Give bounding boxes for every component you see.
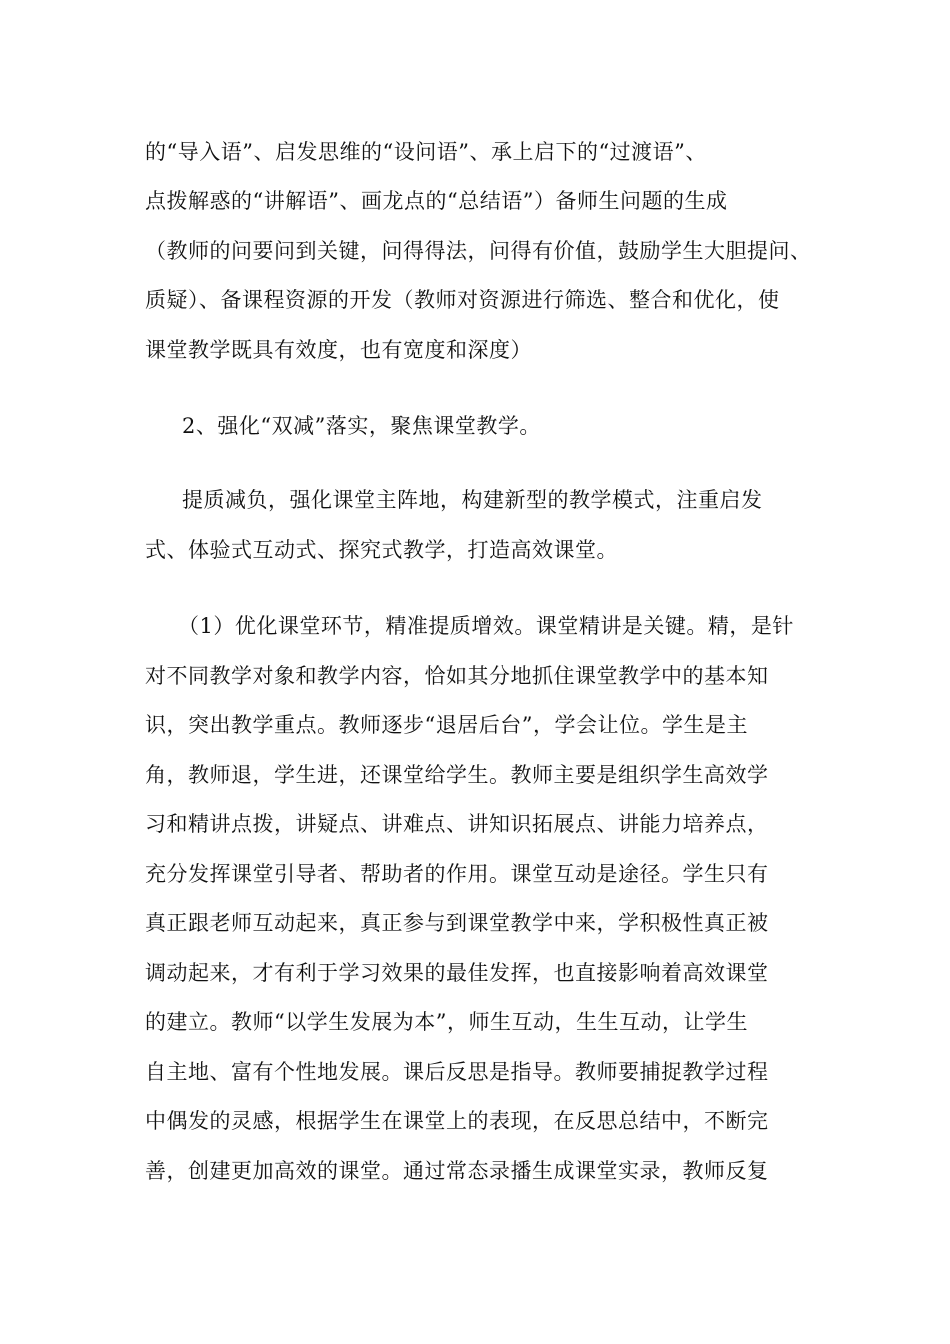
- section-heading-2: 2、强化“双减”落实，聚焦课堂教学。: [182, 414, 541, 438]
- para3-line-10: 自主地、富有个性地发展。课后反思是指导。教师要捕捉教学过程: [145, 1060, 769, 1084]
- para2-line-2: 式、体验式互动式、探究式教学，打造高效课堂。: [145, 538, 618, 562]
- para3-line-2: 对不同教学对象和教学内容，恰如其分地抓住课堂教学中的基本知: [145, 664, 769, 688]
- para3-line-4: 角，教师退，学生进，还课堂给学生。教师主要是组织学生高效学: [145, 763, 769, 787]
- para3-line-3: 识，突出教学重点。教师逐步“退居后台”，学会让位。学生是主: [145, 713, 748, 737]
- para3-line-9: 的建立。教师“以学生发展为本”，师生互动，生生互动，让学生: [145, 1010, 748, 1034]
- para3-line-6: 充分发挥课堂引导者、帮助者的作用。课堂互动是途径。学生只有: [145, 862, 769, 886]
- para1-line-4: 质疑）、备课程资源的开发（教师对资源进行筛选、整合和优化，使: [145, 288, 780, 312]
- para1-line-5: 课堂教学既具有效度，也有宽度和深度）: [145, 338, 532, 362]
- para2-line-1: 提质减负，强化课堂主阵地，构建新型的教学模式，注重启发: [182, 488, 763, 512]
- para3-line-11: 中偶发的灵感，根据学生在课堂上的表现，在反思总结中，不断完: [145, 1109, 769, 1133]
- para3-line-8: 调动起来，才有利于学习效果的最佳发挥，也直接影响着高效课堂: [145, 961, 769, 985]
- para1-line-1: 的“导入语”、启发思维的“设问语”、承上启下的“过渡语”、: [145, 140, 707, 164]
- para3-line-7: 真正跟老师互动起来，真正参与到课堂教学中来，学积极性真正被: [145, 911, 769, 935]
- para3-line-1: （1）优化课堂环节，精准提质增效。课堂精讲是关键。精，是针: [178, 614, 794, 638]
- para1-line-3: （教师的问要问到关键，问得得法，问得有价值，鼓励学生大胆提问、: [145, 239, 812, 263]
- para3-line-12: 善，创建更加高效的课堂。通过常态录播生成课堂实录，教师反复: [145, 1159, 769, 1183]
- para3-line-5: 习和精讲点拨，讲疑点、讲难点、讲知识拓展点、讲能力培养点，: [145, 812, 769, 836]
- para1-line-2: 点拨解惑的“讲解语”、画龙点的“总结语”）备师生问题的生成: [145, 189, 728, 213]
